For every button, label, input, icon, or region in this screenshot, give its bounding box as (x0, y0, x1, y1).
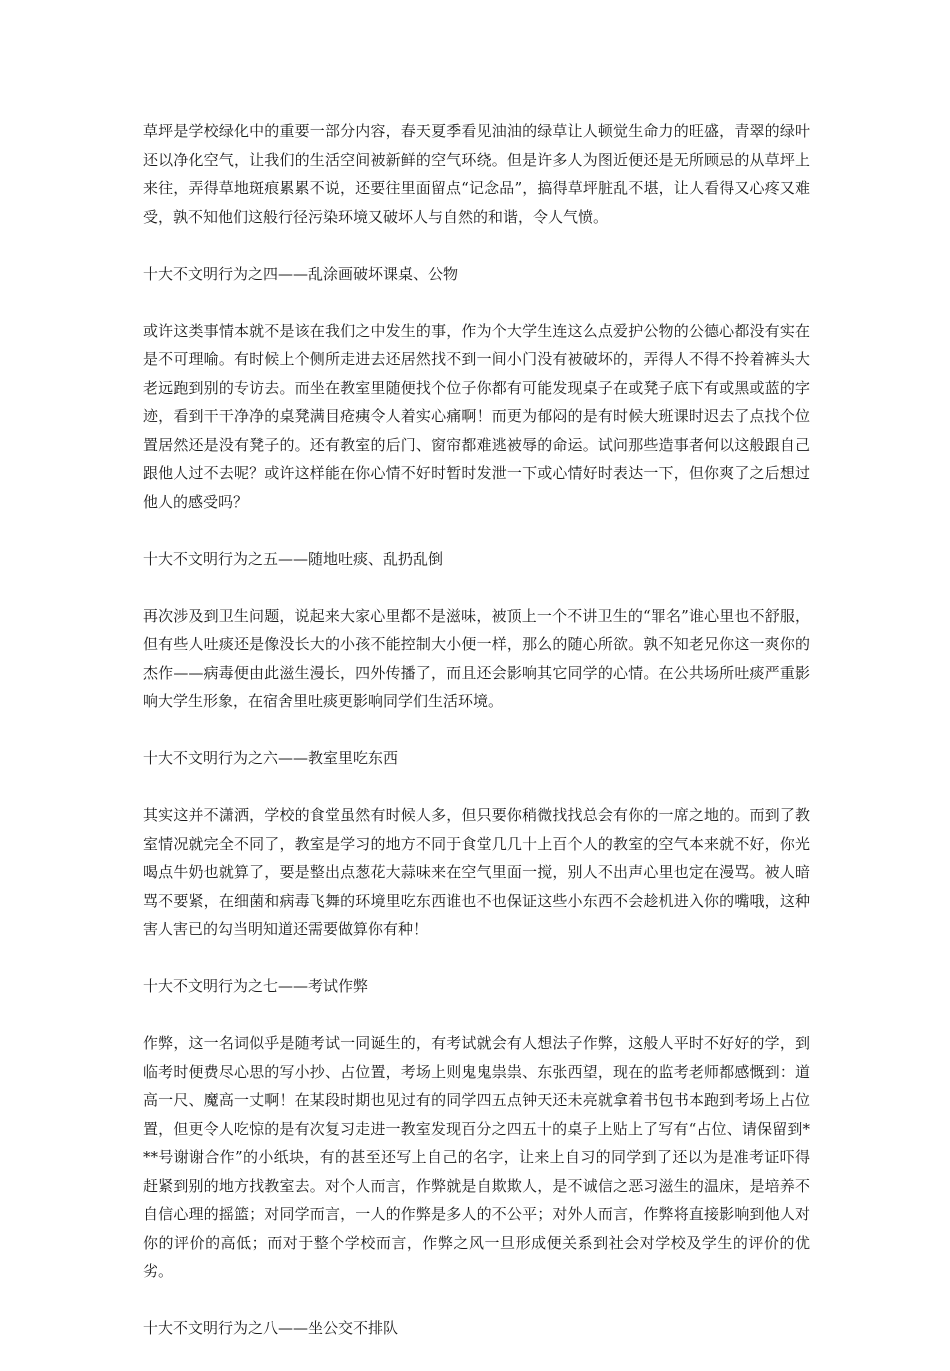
section-heading-8: 十大不文明行为之八——坐公交不排队 (143, 1319, 399, 1337)
paragraph-eating: 其实这并不潇洒，学校的食堂虽然有时候人多，但只要你稍微找找总会有你的一席之地的。而到了教室情况就完全不同了，教室是学习的地方不同于食堂几几十上百个人的教室的空气本来就不好，你光喝点牛奶也就算了，要是整出点葱花大蒜味来在空气里面一搅，别人不出声心里也定在漫骂。被人暗骂不要紧，在细菌和病毒飞舞的环境里吃东西谁也不也保证这些小东西不会趁机进入你的嘴哦，这种害人害已的勾当明知道还需要做算你有种！ (143, 806, 810, 938)
document-body (143, 117, 810, 1371)
paragraph-vandalism: 或许这类事情本就不是该在我们之中发生的事，作为个大学生连这么点爱护公物的公德心都没有实在是不可理喻。有时候上个侧所走进去还居然找不到一间小门没有被破坏的，弄得人不得不拎着裤头大老远跑到别的专访去。而坐在教室里随便找个位子你都有可能发现桌子在或凳子底下有或黑或蓝的字迹，看到干干净净的桌凳满目疮痍令人着实心痛啊！而更为郁闷的是有时候大班课时迟去了点找个位置居然还是没有凳子的。还有教室的后门、窗帘都难逃被辱的命运。试问那些造事者何以这般跟自己跟他人过不去呢？或许这样能在你心情不好时暂时发泄一下或心情好时表达一下，但你爽了之后想过他人的感受吗？ (143, 321, 810, 511)
section-heading-5: 十大不文明行为之五——随地吐痰、乱扔乱倒 (143, 549, 444, 568)
paragraph-spitting: 再次涉及到卫生问题，说起来大家心里都不是滋味，被顶上一个不讲卫生的“罪名”谁心里也不舒服，但有些人吐痰还是像没长大的小孩不能控制大小便一样，那么的随心所欲。孰不知老兄你这一爽你的杰作——病毒便由此滋生漫长，四外传播了，而且还会影响其它同学的心情。在公共场所吐痰严重影响大学生形象，在宿舍里吐痰更影响同学们生活环境。 (143, 606, 810, 710)
section-heading-7: 十大不文明行为之七——考试作弊 (143, 977, 369, 995)
section-heading-4: 十大不文明行为之四——乱涂画破坏课桌、公物 (143, 264, 459, 283)
paragraph-cheating: 作弊，这一名词似乎是随考试一同诞生的，有考试就会有人想法子作弊，这般人平时不好好的学，到临考时便费尽心思的写小抄、占位置，考场上则鬼鬼祟祟、东张西望，现在的监考老师都感慨到：道高一尺、魔高一丈啊！在某段时期也见过有的同学四五点钟天还未亮就拿着书包书本跑到考场上占位置，但更令人吃惊的是有次复习走进一教室发现百分之四五十的桌子上贴上了写有“占位、请保留到***号谢谢合作”的小纸块，有的甚至还写上自己的名字，让来上自习的同学到了还以为是准考证吓得赶紧到别的地方找教室去。对个人而言，作弊就是自欺欺人，是不诚信之恶习滋生的温床，是培养不自信心理的摇篮；对同学而言，一人的作弊是多人的不公平；对外人而言，作弊将直接影响到他人对你的评价的高低；而对于整个学校而言，作弊之风一旦形成便关系到社会对学校及学生的评价的优劣。 (143, 1034, 810, 1280)
paragraph-lawn: 草坪是学校绿化中的重要一部分内容，春天夏季看见油油的绿草让人顿觉生命力的旺盛，青翠的绿叶还以净化空气，让我们的生活空间被新鲜的空气环绕。但是许多人为图近便还是无所顾忌的从草坪上来往，弄得草地斑痕累累不说，还要往里面留点“记念品”，搞得草坪脏乱不堪，让人看得又心疼又难受，孰不知他们这般行径污染环境又破坏人与自然的和谐，令人气愤。 (143, 122, 810, 226)
section-heading-6: 十大不文明行为之六——教室里吃东西 (143, 749, 399, 767)
